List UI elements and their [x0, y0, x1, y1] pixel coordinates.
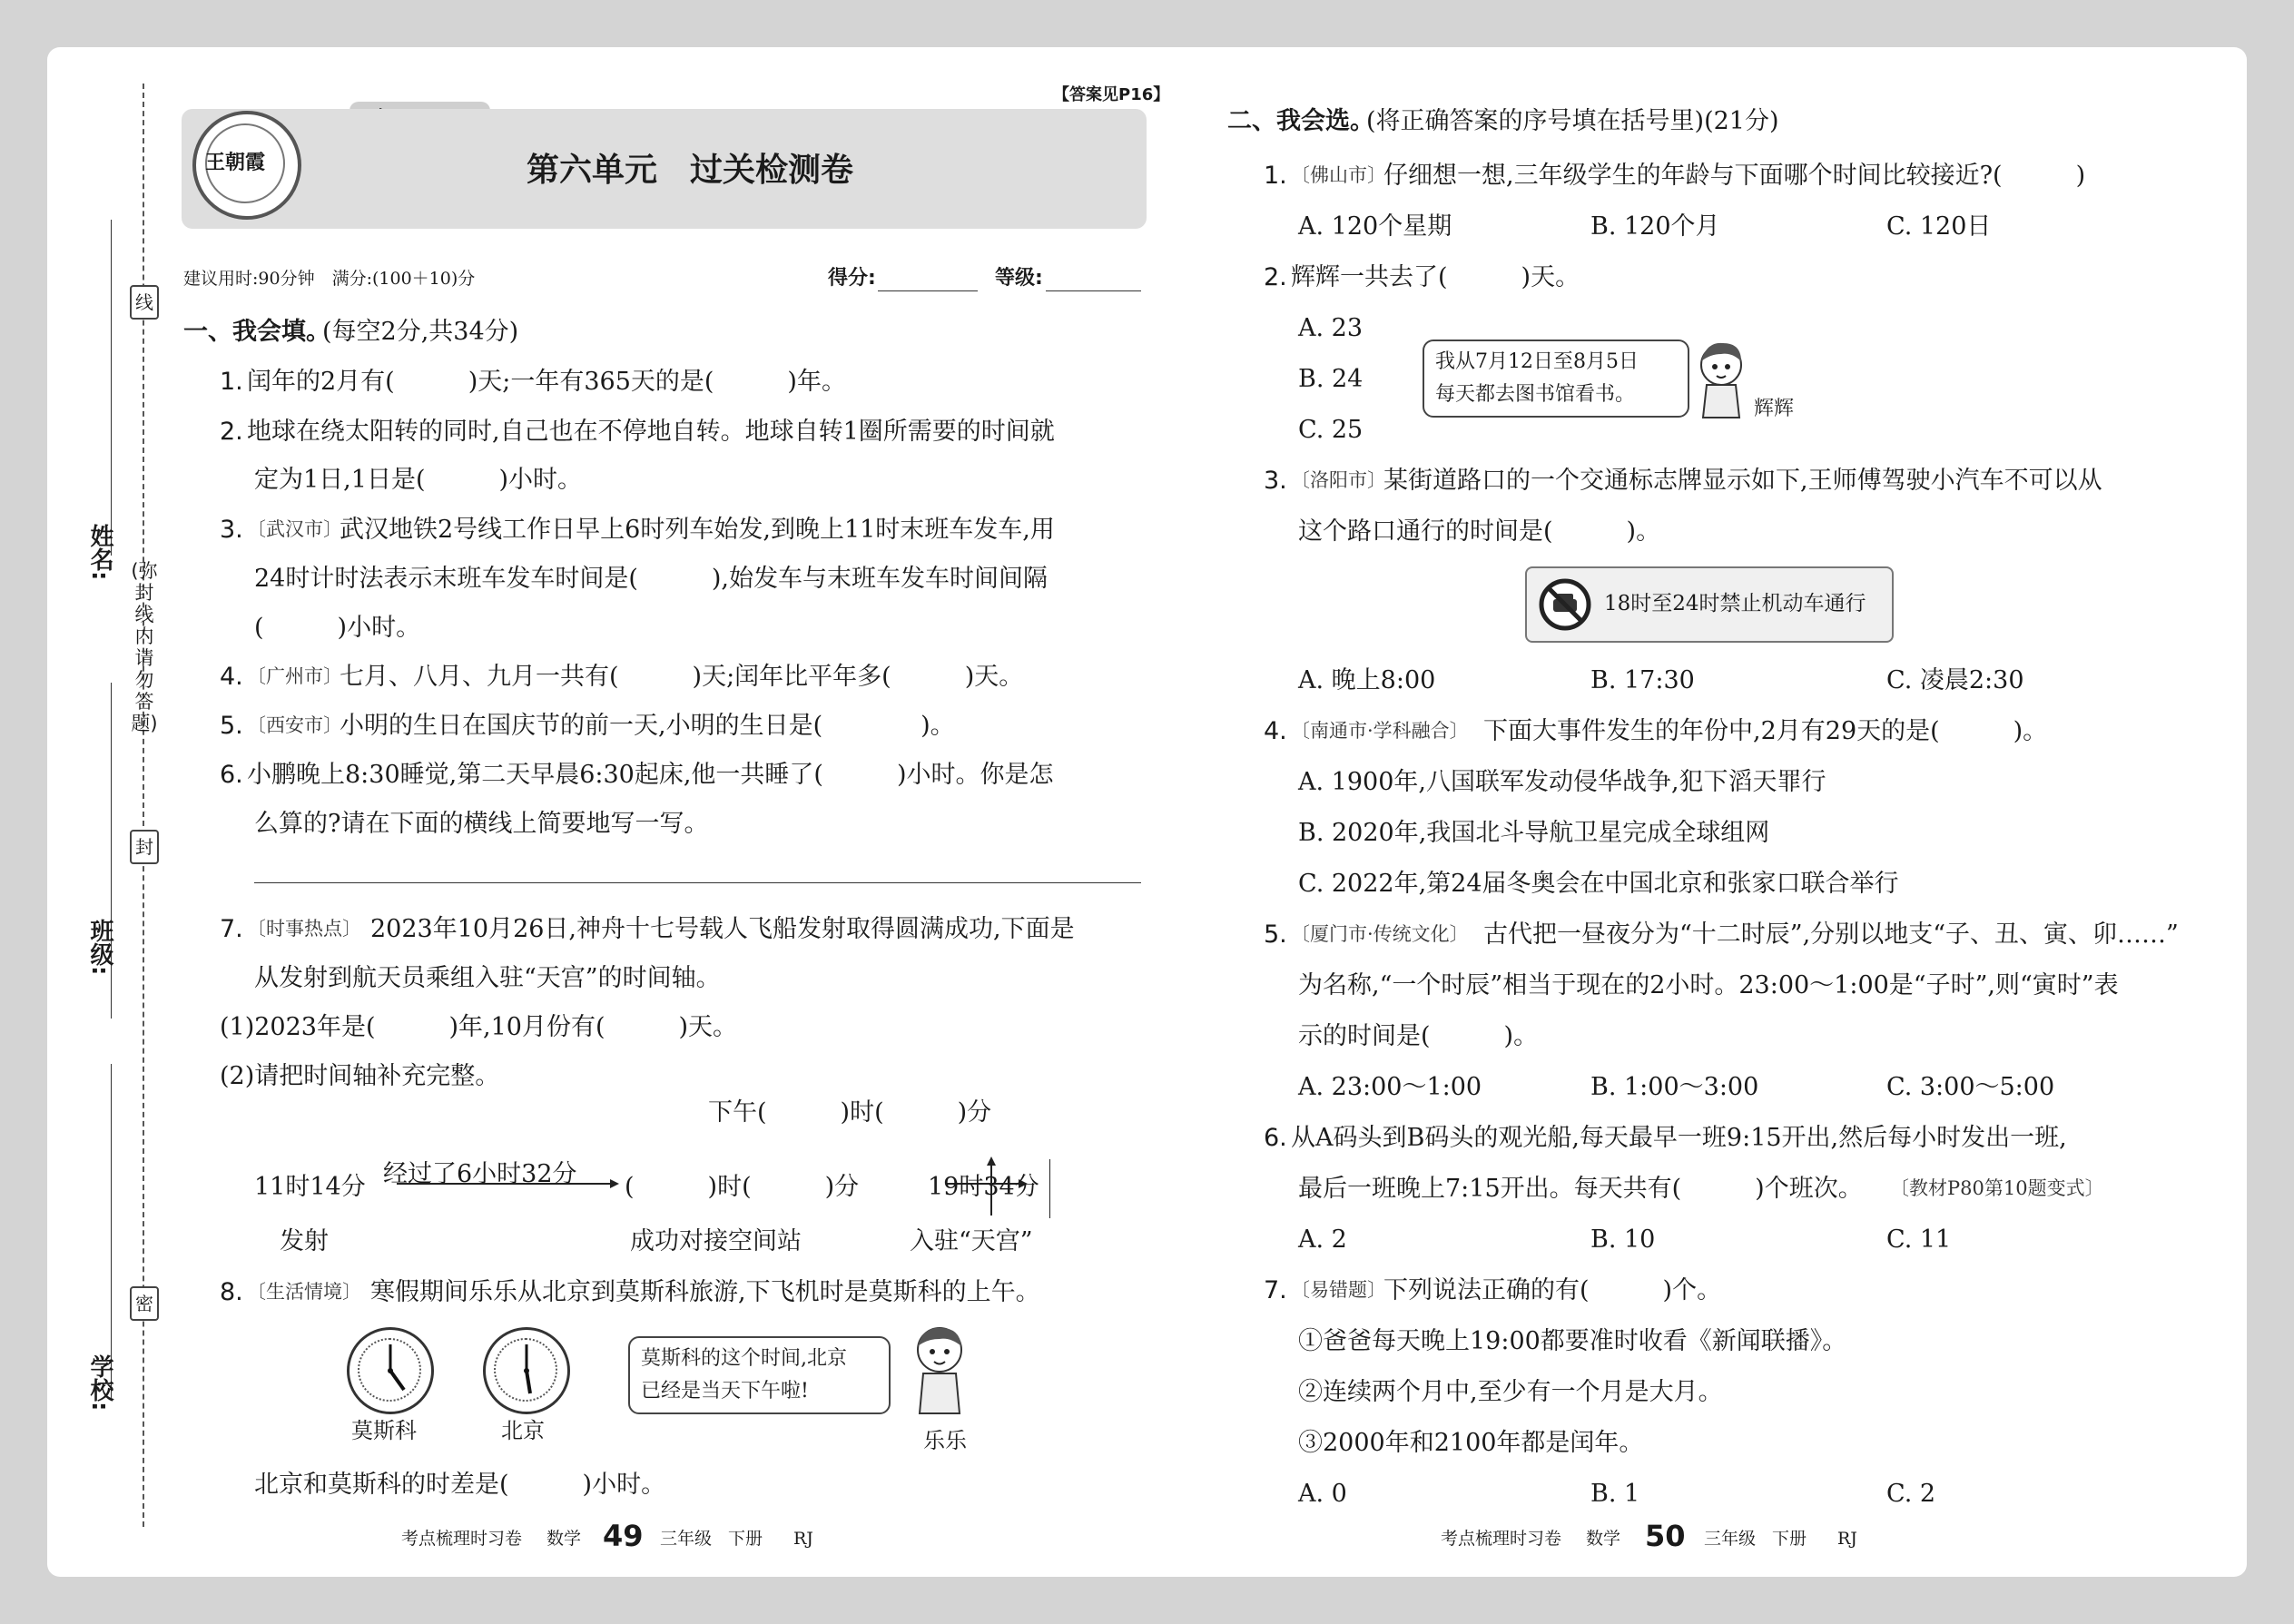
right-footer-grade: 三年级: [1704, 1529, 1757, 1549]
traffic-sign-text: 18时至24时禁止机动车通行: [1604, 592, 1866, 615]
r-q2-text[interactable]: 辉辉一共去了( )天。: [1291, 263, 1580, 291]
worksheet-spread: [47, 47, 2247, 1577]
q7-line1: 2023年10月26日,神舟十七号载人飞船发射取得圆满成功,下面是: [370, 915, 1075, 943]
r-q2-number: 2.: [1264, 263, 1287, 291]
q8-text: 寒假期间乐乐从北京到莫斯科旅游,下飞机时是莫斯科的上午。: [370, 1278, 1040, 1306]
lele-label: 乐乐: [923, 1428, 967, 1453]
beijing-clock-icon: [483, 1327, 570, 1414]
r-q7-tag: 〔易错题〕: [1291, 1279, 1386, 1301]
q3-line3[interactable]: ( )小时。: [254, 614, 421, 642]
r-q1-text[interactable]: 仔细想一想,三年级学生的年龄与下面哪个时间比较接近?( ): [1383, 162, 2086, 190]
timeline-label-dock: 成功对接空间站: [630, 1227, 802, 1255]
timeline-label-enter: 入驻“天宫”: [910, 1227, 1033, 1255]
traffic-sign-panel: [1525, 566, 1894, 643]
q5-number: 5.: [220, 712, 243, 740]
right-footer-series: 考点梳理时习卷: [1441, 1529, 1562, 1549]
r-q6-line2[interactable]: 最后一班晚上7:15开出。每天共有( )个班次。: [1298, 1175, 1863, 1203]
r-q7-option-b[interactable]: B. 1: [1590, 1480, 1640, 1508]
r-q1-option-a[interactable]: A. 120个星期: [1298, 212, 1452, 241]
brand-logo-text: 王朝霞: [205, 151, 266, 174]
r-q5-number: 5.: [1264, 920, 1287, 949]
q7-sub1[interactable]: (1)2023年是( )年,10月份有( )天。: [220, 1013, 738, 1041]
huihui-label: 辉辉: [1754, 398, 1795, 420]
r-q7-statement2: ②连续两个月中,至少有一个月是大月。: [1298, 1378, 1723, 1406]
q8-speech-bubble: [628, 1336, 891, 1414]
r-q5-line1: 古代把一昼夜分为“十二时辰”,分别以地支“子、丑、寅、卯……”: [1483, 920, 2179, 949]
r-q4-text[interactable]: 下面大事件发生的年份中,2月有29天的是( )。: [1483, 717, 2048, 745]
r-q3-line2[interactable]: 这个路口通行的时间是( )。: [1298, 517, 1661, 546]
timeline-elapsed: 经过了6小时32分: [383, 1160, 577, 1188]
time-info: 建议用时:90分钟 满分:(100＋10)分: [183, 269, 476, 289]
seal-mi-mark: 密: [130, 1286, 159, 1321]
r-q5-option-b[interactable]: B. 1:00～3:00: [1590, 1073, 1759, 1101]
school-label: 学校:: [86, 1354, 113, 1412]
r-q5-option-c[interactable]: C. 3:00～5:00: [1886, 1073, 2055, 1101]
r-q6-number: 6.: [1264, 1124, 1287, 1152]
name-label: 姓名:: [86, 524, 113, 581]
r-q4-tag: 〔南通市·学科融合〕: [1291, 720, 1469, 742]
brand-logo: [192, 111, 301, 220]
r-q2-option-c[interactable]: C. 25: [1298, 416, 1364, 444]
r-q3-option-c[interactable]: C. 凌晨2:30: [1886, 666, 2024, 694]
right-footer-volume: 下册: [1772, 1529, 1807, 1549]
timeline-mid-time[interactable]: ( )时( )分: [625, 1173, 860, 1201]
timeline-end-time: 19时34分: [928, 1173, 1039, 1201]
r-q5-line3[interactable]: 示的时间是( )。: [1298, 1022, 1539, 1050]
q7-tag: 〔时事热点〕: [247, 918, 361, 940]
q3-tag: 〔武汉市〕: [247, 518, 342, 540]
r-q7-option-a[interactable]: A. 0: [1298, 1480, 1347, 1508]
r-q1-option-b[interactable]: B. 120个月: [1590, 212, 1720, 241]
r-q1-option-c[interactable]: C. 120日: [1886, 212, 1992, 241]
q8-speech-line2: 已经是当天下午啦!: [641, 1380, 809, 1403]
q8-speech-line1: 莫斯科的这个时间,北京: [641, 1347, 847, 1370]
moscow-clock-icon: [347, 1327, 434, 1414]
left-footer-edition: RJ: [793, 1529, 813, 1549]
right-footer-subject: 数学: [1586, 1529, 1621, 1549]
q3-number: 3.: [220, 516, 243, 544]
r-q4-option-b[interactable]: B. 2020年,我国北斗导航卫星完成全球组网: [1298, 819, 1770, 847]
q6-line2: 么算的?请在下面的横线上简要地写一写。: [254, 810, 709, 838]
huihui-character-icon: [1690, 338, 1754, 419]
q1-text[interactable]: 闰年的2月有( )天;一年有365天的是( )年。: [247, 368, 846, 396]
left-footer-grade: 三年级: [660, 1529, 713, 1549]
r-q7-text[interactable]: 下列说法正确的有( )个。: [1383, 1276, 1722, 1304]
q4-tag: 〔广州市〕: [247, 665, 342, 687]
q4-text[interactable]: 七月、八月、九月一共有( )天;闰年比平年多( )天。: [340, 663, 1024, 691]
r-q6-line1: 从A码头到B码头的观光船,每天最早一班9:15开出,然后每小时发出一班,: [1291, 1124, 2067, 1152]
r-q5-option-a[interactable]: A. 23:00～1:00: [1298, 1073, 1482, 1101]
binding-warning: (弥封线内请勿答题): [131, 560, 158, 734]
answer-reference: 【答案见P16】: [1053, 85, 1170, 104]
no-vehicles-icon: [1538, 577, 1592, 632]
r-q3-line1: 某街道路口的一个交通标志牌显示如下,王师傅驾驶小汽车不可以从: [1383, 467, 2102, 495]
lele-character-icon: [905, 1323, 978, 1427]
q5-text[interactable]: 小明的生日在国庆节的前一天,小明的生日是( )。: [340, 712, 955, 740]
left-footer-series: 考点梳理时习卷: [401, 1529, 523, 1549]
q8-number: 8.: [220, 1278, 243, 1306]
timeline-label-launch: 发射: [280, 1227, 329, 1255]
r-q2-speech-line1: 我从7月12日至8月5日: [1435, 350, 1639, 373]
r-q2-option-a[interactable]: A. 23: [1298, 314, 1364, 342]
page-title: 第六单元 过关检测卷: [527, 152, 854, 189]
left-page-number: 49: [603, 1519, 644, 1553]
q2-line1: 地球在绕太阳转的同时,自己也在不停地自转。地球自转1圈所需要的时间就: [247, 418, 1055, 446]
r-q3-tag: 〔洛阳市〕: [1291, 469, 1386, 491]
r-q4-option-c[interactable]: C. 2022年,第24届冬奥会在中国北京和张家口联合举行: [1298, 870, 1899, 898]
timeline-start-time: 11时14分: [254, 1173, 366, 1201]
q6-line1[interactable]: 小鹏晚上8:30睡觉,第二天早晨6:30起床,他一共睡了( )小时。你是怎: [247, 761, 1054, 789]
q6-answer-line[interactable]: [254, 882, 1141, 883]
section2-heading: 二、我会选。: [1227, 107, 1374, 135]
q5-tag: 〔西安市〕: [247, 714, 342, 736]
r-q7-statement3: ③2000年和2100年都是闰年。: [1298, 1429, 1644, 1457]
r-q7-number: 7.: [1264, 1276, 1287, 1304]
r-q3-number: 3.: [1264, 467, 1287, 495]
name-field-line[interactable]: [111, 220, 112, 556]
q7-line2: 从发射到航天员乘组入驻“天宫”的时间轴。: [254, 964, 721, 992]
class-label: 班级:: [86, 919, 113, 976]
r-q3-option-a[interactable]: A. 晚上8:00: [1298, 666, 1436, 694]
section1-note: (每空2分,共34分): [322, 318, 519, 346]
q3-line2[interactable]: 24时计时法表示末班车发车时间是( ),始发车与末班车发车时间间隔: [254, 565, 1049, 593]
score-label: 得分:: [828, 267, 876, 290]
school-field-line[interactable]: [111, 1064, 112, 1400]
r-q3-option-b[interactable]: B. 17:30: [1590, 666, 1695, 694]
r-q1-number: 1.: [1264, 162, 1287, 190]
q3-line1: 武汉地铁2号线工作日早上6时列车始发,到晚上11时末班车发车,用: [340, 516, 1055, 544]
r-q6-tag: 〔教材P80第10题变式〕: [1890, 1177, 2104, 1199]
q4-number: 4.: [220, 663, 243, 691]
right-page-number: 50: [1645, 1519, 1686, 1553]
beijing-clock-label: 北京: [501, 1418, 545, 1443]
q8-answer[interactable]: 北京和莫斯科的时差是( )小时。: [254, 1471, 666, 1499]
seal-line-mark: 线: [130, 285, 159, 320]
r-q7-statement1: ①爸爸每天晚上19:00都要准时收看《新闻联播》。: [1298, 1327, 1847, 1355]
q6-number: 6.: [220, 761, 243, 789]
r-q5-line2: 为名称,“一个时辰”相当于现在的2小时。23:00～1:00是“子时”,则“寅时”表: [1298, 971, 2119, 999]
r-q7-option-c[interactable]: C. 2: [1886, 1480, 1936, 1508]
q1-number: 1.: [220, 368, 243, 396]
r-q6-option-c[interactable]: C. 11: [1886, 1225, 1952, 1254]
moscow-clock-label: 莫斯科: [351, 1418, 417, 1443]
r-q2-option-b[interactable]: B. 24: [1298, 365, 1364, 393]
grade-field[interactable]: [1046, 290, 1141, 291]
left-footer-subject: 数学: [546, 1529, 582, 1549]
r-q1-tag: 〔佛山市〕: [1291, 164, 1386, 186]
r-q4-number: 4.: [1264, 717, 1287, 745]
r-q6-option-a[interactable]: A. 2: [1298, 1225, 1347, 1254]
q7-number: 7.: [220, 915, 243, 943]
timeline-top-label[interactable]: 下午( )时( )分: [708, 1098, 992, 1127]
r-q2-speech-line2: 每天都去图书馆看书。: [1435, 383, 1636, 406]
r-q4-option-a[interactable]: A. 1900年,八国联军发动侵华战争,犯下滔天罪行: [1298, 768, 1826, 796]
q2-number: 2.: [220, 418, 243, 446]
r-q6-option-b[interactable]: B. 10: [1590, 1225, 1656, 1254]
q8-tag: 〔生活情境〕: [247, 1281, 361, 1303]
q7-sub2: (2)请把时间轴补充完整。: [220, 1062, 500, 1090]
left-footer-volume: 下册: [728, 1529, 763, 1549]
seal-feng-mark: 封: [130, 830, 159, 864]
score-field[interactable]: [878, 290, 978, 291]
right-footer-edition: RJ: [1837, 1529, 1857, 1549]
section1-heading: 一、我会填。: [183, 318, 330, 346]
r-q2-speech-bubble: [1423, 340, 1689, 418]
r-q5-tag: 〔厦门市·传统文化〕: [1291, 923, 1469, 945]
q2-line2[interactable]: 定为1日,1日是( )小时。: [254, 466, 583, 494]
grade-label: 等级:: [995, 267, 1043, 290]
section2-note: (将正确答案的序号填在括号里)(21分): [1366, 107, 1779, 135]
